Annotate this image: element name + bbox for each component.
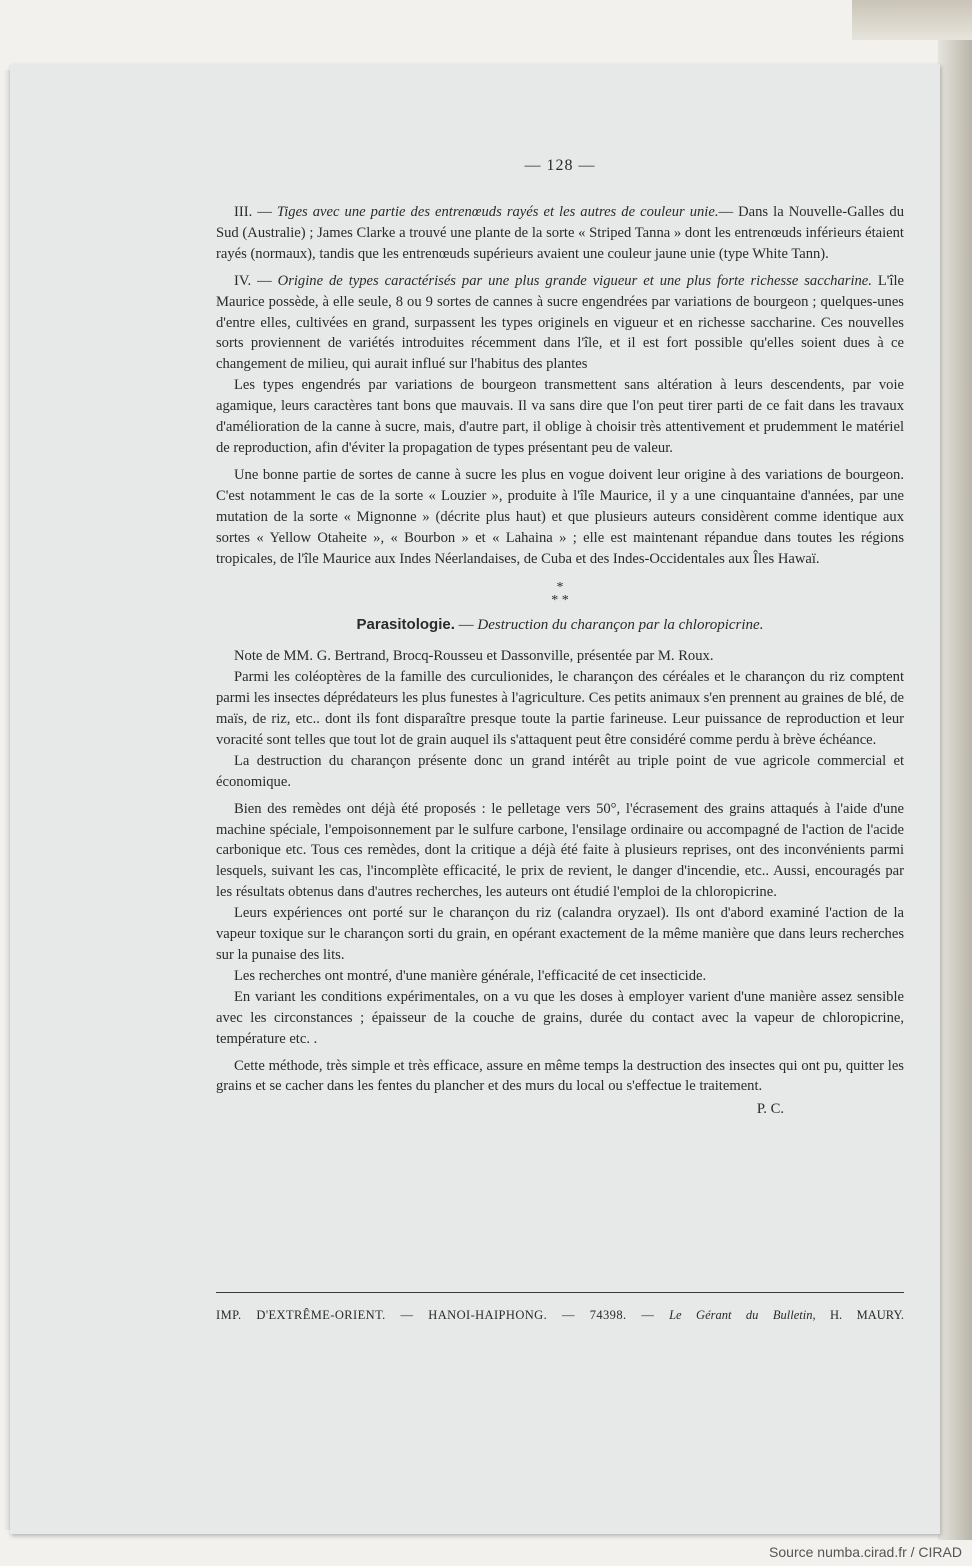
para-text: — Dans la Nouvelle-Galles du Sud (Australie) ; James Clarke a trouvé une plante de la sorte « Striped Tanna » dont les entrenœuds inférieurs étaient rayés (normaux), tandis que les entrenœuds supérieurs avaient une couleur jaune unie (type White Tann). xyxy=(216,204,904,262)
para-head-italic: Tiges avec une partie des entrenœuds rayés et les autres de couleur unie. xyxy=(276,204,719,220)
section-label: Parasitologie. xyxy=(356,616,455,634)
note-authors: Note de MM. G. Bertrand, Brocq-Rousseu et Dassonville, présentée par M. Roux. xyxy=(234,648,714,665)
section-title xyxy=(216,615,904,636)
paragraph-recherches: Les recherches ont montré, d'une manière générale, l'efficacité de cet insecticide. xyxy=(234,967,707,984)
paragraph-iii xyxy=(216,202,904,265)
book-edge xyxy=(938,0,972,1540)
section-sep: — xyxy=(454,617,478,634)
signature: P. C. xyxy=(756,1101,784,1118)
imprint-left: IMP. D'EXTRÊME-ORIENT. — HANOI-HAIPHONG. — 74398. — xyxy=(216,1308,670,1322)
para-head-italic: Origine de types caractérisés par une plus grande vigueur et une plus forte richesse saccharine. xyxy=(277,272,872,289)
paragraph-iv xyxy=(216,271,904,376)
page-number: — 128 — xyxy=(524,157,596,174)
asterism-bottom: * * xyxy=(551,593,569,609)
asterism-divider xyxy=(216,581,904,607)
source-credit: Source numba.cirad.fr / CIRAD xyxy=(769,1544,962,1560)
imprint-line xyxy=(216,1308,904,1323)
imprint-right: H. MAURY. xyxy=(815,1308,904,1322)
page-content xyxy=(216,156,904,1120)
paragraph-conditions: En variant les conditions expérimentales, on a vu que les doses à employer varient d'une manière assez sensible avec les circonstances ; épaisseur de la couche de grains, durée du contact avec la vapeur de chloropicrine, température etc. . xyxy=(216,988,904,1047)
asterism-top: * xyxy=(556,580,564,596)
paragraph-experiences: Leurs expériences ont porté sur le charançon du riz (calandra oryzael). Ils ont d'abord examiné l'action de la vapeur toxique sur le charançon sorti du grain, en opérant exactement de la même manière que dans leurs recherches sur la punaise des lits. xyxy=(216,905,904,963)
paragraph-sortes: Une bonne partie de sortes de canne à sucre les plus en vogue doivent leur origine à des variations de bourgeon. C'est notamment le cas de la sorte « Louzier », produite à l'île Maurice, il y a une cinquantaine d'années, par une mutation de la sorte « Mignonne » (décrite plus haut) et que plusieurs auteurs considèrent comme identique aux sortes « Yellow Otaheite », « Bourbon » et « Lahaina » ; elle est maintenant répandue dans toutes les régions tropicales, de l'île Maurice aux Indes Néerlandaises, de Cuba et des Indes-Occidentales aux Îles Hawaï. xyxy=(216,466,904,567)
para-head: IV. — xyxy=(234,272,278,289)
section-subtitle: Destruction du charançon par la chloropicrine. xyxy=(477,617,764,634)
paragraph-destruction: La destruction du charançon présente donc un grand intérêt au triple point de vue agricole commercial et économique. xyxy=(216,752,904,790)
footer-rule xyxy=(216,1292,904,1293)
paragraph-methode: Cette méthode, très simple et très efficace, assure en même temps la destruction des insectes qui ont pu, quitter les grains et se cacher dans les fentes du plancher et des murs du local ou s'effectue le traitement. xyxy=(216,1057,904,1095)
paragraph-coleopteres: Parmi les coléoptères de la famille des curculionides, le charançon des céréales et le charançon du riz comptent parmi les insectes déprédateurs les plus funestes à l'agriculture. Ces petits animaux s'en prennent au graines de blé, de maïs, de riz, etc.. dont ils font disparaître presque toute la partie farineuse. Leur puissance de reproduction et leur voracité sont telles que tout lot de grain auquel ils s'attaquent peut être considéré comme perdu à brève échéance. xyxy=(216,669,904,748)
paragraph-types: Les types engendrés par variations de bourgeon transmettent sans altération à leurs descendents, par voie agamique, leurs caractères tant bons que mauvais. Il va sans dire que l'on peut tirer parti de ce fait dans les travaux d'amélioration de la canne à sucre, mais, d'autre part, il oblige à choisir très attentivement et prudemment le matériel de reproduction, afin d'éviter la propagation de types présentant peu de valeur. xyxy=(216,377,904,456)
paragraph-remedes: Bien des remèdes ont déjà été proposés : le pelletage vers 50°, l'écrasement des grains attaqués à l'aide d'une machine spéciale, l'empoisonnement par le sulfure carbone, l'ensilage ordinaire ou accompagné de l'action de l'acide carbonique etc. Tous ces remèdes, dont la critique a déjà été faite à plusieurs reprises, ont des inconvénients parmi lesquels, suivant les cas, l'incomplète efficacité, le prix de revient, le danger d'incendie, etc.. Aussi, encouragés par les résultats obtenus dans d'autres recherches, les auteurs ont étudié l'emploi de la chloropicrine. xyxy=(216,800,904,901)
para-head: III. — xyxy=(234,204,277,220)
para-text: L'île Maurice possède, à elle seule, 8 ou 9 sortes de cannes à sucre engendrées par variations de bourgeon ; quelques-unes d'entre elles, cultivées en grand, surpassent les types originels en vigueur et en richesse saccharine. Ces nouvelles sorts proviennent de variétés introduites récemment dans l'île, et il est fort possible qu'elles soient dues à ce changement de milieu, qui aurait influé sur l'habitus des plantes xyxy=(216,272,904,373)
imprint-italic: Le Gérant du Bulletin, xyxy=(669,1308,816,1322)
book-edge-top xyxy=(852,0,972,40)
